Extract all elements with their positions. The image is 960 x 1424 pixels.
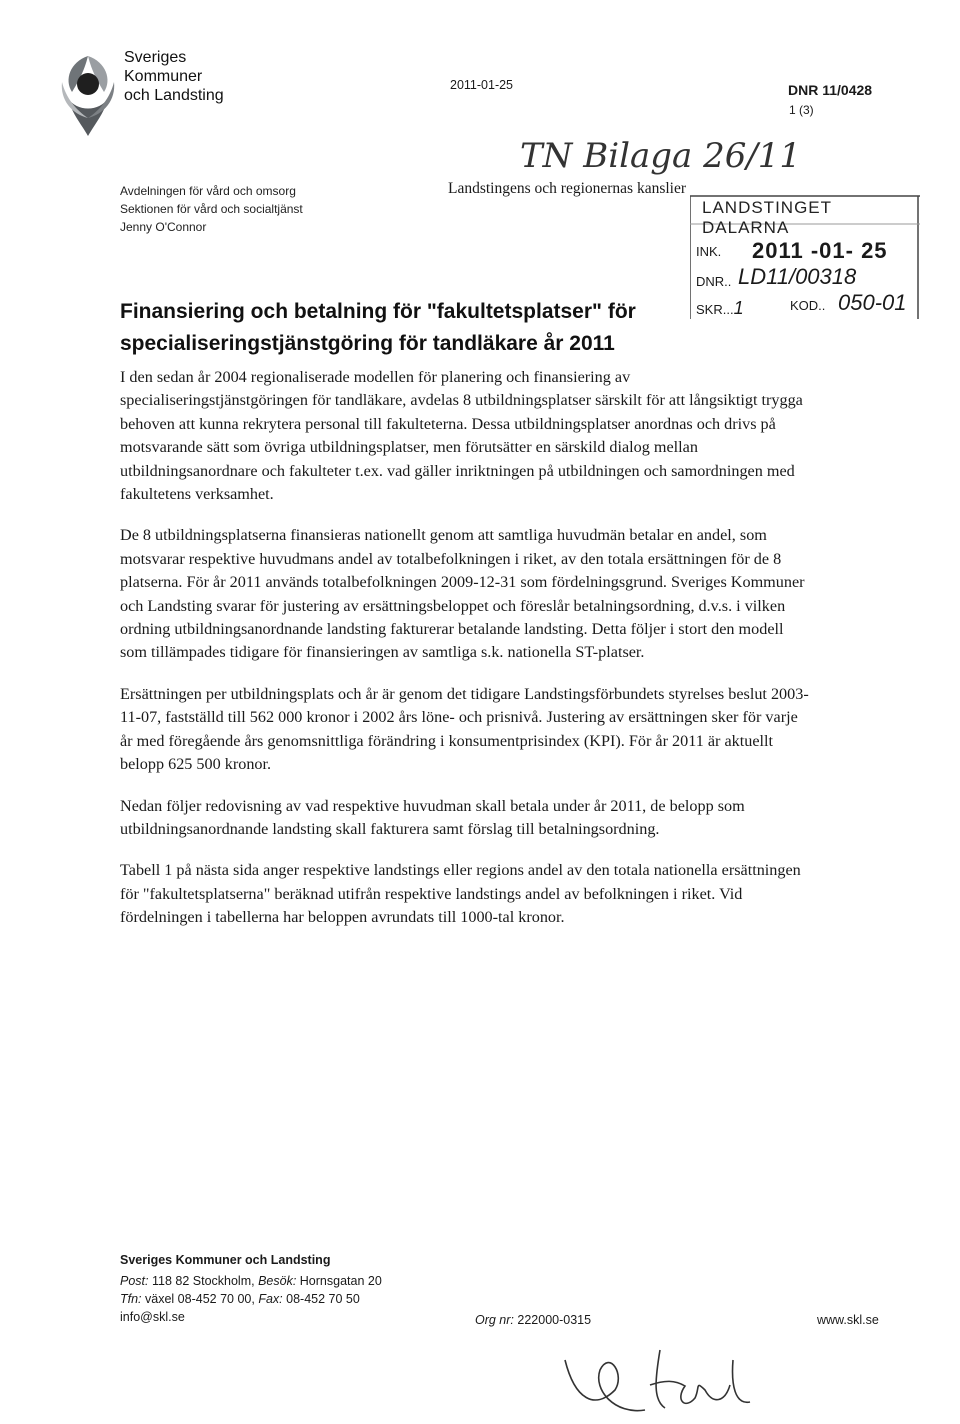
document-date: 2011-01-25 bbox=[450, 78, 514, 92]
body-paragraph: Nedan följer redovisning av vad respektive huvudman skall betala under år 2011, de belopp som utbildningsanordnande landsting skall fakturera samt förslag till betalningsordning. bbox=[120, 796, 745, 838]
footer-website: www.skl.se bbox=[817, 1313, 879, 1327]
stamp-dnr-label: DNR.. bbox=[696, 274, 732, 289]
org-name-line: och Landsting bbox=[124, 87, 224, 104]
footer-address bbox=[120, 1272, 382, 1326]
handwritten-note bbox=[510, 125, 890, 180]
stamp-skr-label: SKR...1 bbox=[696, 298, 744, 318]
stamp-dnr-handwritten: LD11/00318 bbox=[738, 264, 857, 289]
sender-block bbox=[120, 182, 303, 236]
footer-email: info@skl.se bbox=[120, 1310, 185, 1324]
stamp-ink-date: 2011 -01- 25 bbox=[752, 238, 888, 263]
recipient: Landstingens och regionernas kanslier bbox=[448, 180, 687, 197]
body-paragraph: Tabell 1 på nästa sida anger respektive landstings eller regions andel av den totala nationella ersättningen för "fakultetsplatserna" beräknad utifrån respektive landstings andel av befolkningen i riket. Vid fördelningen i tabellerna har beloppen avrundats till 1000-tal kronor. bbox=[120, 861, 801, 927]
sender-line: Avdelningen för vård och omsorg bbox=[120, 184, 296, 198]
title-line: specialiseringstjänstgöring för tandläkare år 2011 bbox=[120, 332, 615, 355]
footer-post-line: Post: 118 82 Stockholm, Besök: Hornsgatan 20 bbox=[120, 1274, 382, 1288]
stamp-org: LANDSTINGET DALARNA bbox=[702, 198, 832, 237]
title-line: Finansiering och betalning för "fakultetsplatser" för bbox=[120, 300, 636, 323]
received-stamp bbox=[690, 194, 920, 319]
stamp-kod-label: KOD.. bbox=[790, 298, 826, 313]
org-name-line: Sveriges bbox=[124, 49, 187, 66]
stamp-kod-handwritten: 050-01 bbox=[838, 290, 907, 315]
footer-company: Sveriges Kommuner och Landsting bbox=[120, 1253, 331, 1267]
document-body bbox=[120, 366, 810, 948]
skl-logo bbox=[58, 52, 118, 136]
stamp-ink-label: INK. bbox=[696, 244, 722, 259]
sender-line: Sektionen för vård och socialtjänst bbox=[120, 202, 303, 216]
handwritten-signature bbox=[555, 1330, 785, 1420]
svg-text:TN Bilaga 26/11: TN Bilaga 26/11 bbox=[520, 136, 802, 176]
body-paragraph: I den sedan år 2004 regionaliserade modellen för planering och finansiering av specialiseringstjänstgöringen för tandläkare, avdelas 8 utbildningsplatser särskilt för att långsiktigt trygga behoven att kunna rekrytera personal till fakulteterna. Dessa utbildningsplatser anordnas och drivs på motsvarande sätt som övriga utbildningsplatser, men förutsätter en särskild dialog mellan utbildningsanordnare och fakulteter t.ex. vad gäller inriktningen på utbildningen och samordningen med fakultetens verksamhet. bbox=[120, 368, 803, 504]
body-paragraph: De 8 utbildningsplatserna finansieras nationellt genom att samtliga huvudmän betalar en andel, som motsvarar respektive huvudmans andel av totalbefolkningen i riket, av den totala ersättningen för de 8 platserna. För år 2011 används totalbefolkningen 2009-12-31 som fördelningsgrund. Sveriges Kommuner och Landsting svarar för justering av ersättningsbeloppet och föreslår betalningsordning, d.v.s. i vilken ordning utbildningsanordnande landsting fakturerar betalande landsting. Detta följer i stort den modell som tillämpades tidigare för finansieringen av samtliga s.k. nationella ST-platser. bbox=[120, 526, 805, 662]
body-paragraph: Ersättningen per utbildningsplats och år är genom det tidigare Landstingsförbundets styrelses beslut 2003-11-07, fastställd till 562 000 kronor i 2002 års löne- och prisnivå. Justering av ersättningen sker för varje år med föregående års genomsnittliga förändring i konsumentprisindex (KPI). För år 2011 är aktuellt belopp 625 500 kronor. bbox=[120, 684, 809, 774]
page-number: 1 (3) bbox=[789, 103, 814, 117]
footer-orgnr: Org nr: 222000-0315 bbox=[475, 1313, 592, 1327]
document-title bbox=[120, 296, 700, 360]
sender-line: Jenny O'Connor bbox=[120, 220, 207, 234]
footer-phone-line: Tfn: växel 08-452 70 00, Fax: 08-452 70 50 bbox=[120, 1292, 360, 1306]
document-dnr: DNR 11/0428 bbox=[788, 82, 873, 98]
org-name-line: Kommuner bbox=[124, 68, 203, 85]
org-name bbox=[124, 48, 224, 105]
